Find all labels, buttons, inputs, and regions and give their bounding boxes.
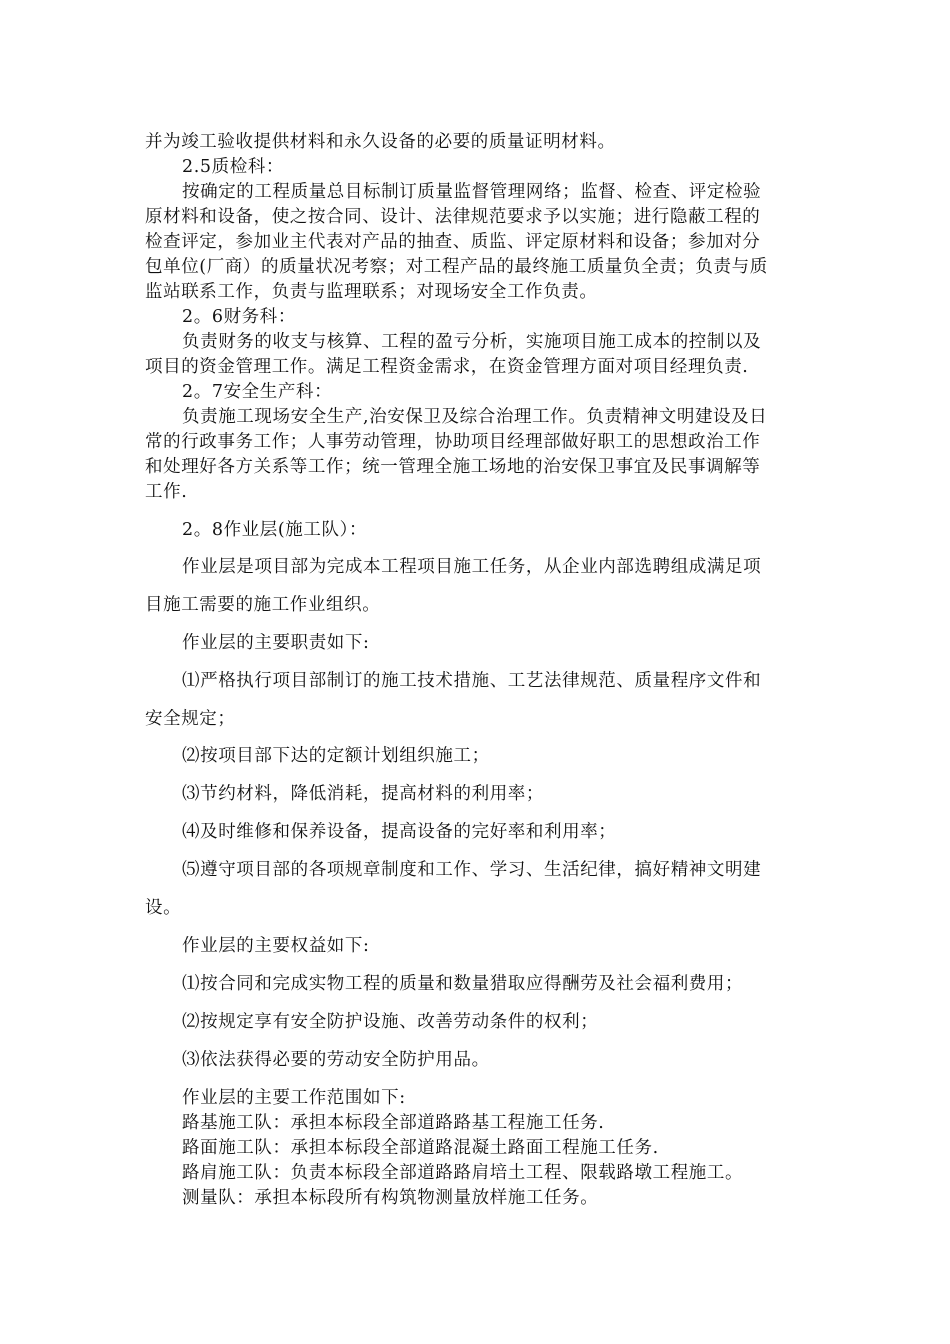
intro-line: 并为竣工验收提供材料和永久设备的必要的质量证明材料。: [145, 132, 616, 152]
paragraph-line: 常的行政事务工作；人事劳动管理，协助项目经理部做好职工的思想政治工作: [145, 432, 761, 452]
list-item: 测量队：承担本标段所有构筑物测量放样施工任务。: [182, 1188, 599, 1208]
paragraph-line: 负责财务的收支与核算、工程的盈亏分析，实施项目施工成本的控制以及: [182, 332, 762, 352]
list-item: 安全规定；: [145, 709, 236, 729]
paragraph-line: 包单位(厂商）的质量状况考察；对工程产品的最终施工质量负全责；负责与质: [145, 257, 768, 277]
paragraph-line: 原材料和设备，使之按合同、设计、法律规范要求予以实施；进行隐蔽工程的: [145, 207, 761, 227]
list-item: ⑸遵守项目部的各项规章制度和工作、学习、生活纪律，搞好精神文明建: [182, 860, 762, 880]
list-item: ⑵按规定享有安全防护设施、改善劳动条件的权利；: [182, 1012, 599, 1032]
paragraph-line: 目施工需要的施工作业组织。: [145, 595, 381, 615]
list-item: ⑵按项目部下达的定额计划组织施工；: [182, 746, 490, 766]
list-item: 设。: [145, 898, 182, 918]
list-item: ⑷及时维修和保养设备，提高设备的完好率和利用率；: [182, 822, 617, 842]
paragraph-line: 按确定的工程质量总目标制订质量监督管理网络；监督、检查、评定检验: [182, 182, 762, 202]
duties-heading: 作业层的主要职责如下:: [182, 633, 370, 653]
section-heading-2-8: 2。8作业层(施工队）：: [182, 520, 368, 540]
section-heading-2-7: 2。7安全生产科：: [182, 382, 333, 402]
section-heading-2-6: 2。6财务科：: [182, 307, 296, 327]
paragraph-line: 和处理好各方关系等工作；统一管理全施工场地的治安保卫事宜及民事调解等: [145, 457, 761, 477]
paragraph-line: 检查评定，参加业主代表对产品的抽查、质监、评定原材料和设备；参加对分: [145, 232, 761, 252]
list-item: ⑴严格执行项目部制订的施工技术措施、工艺法律规范、质量程序文件和: [182, 671, 762, 691]
paragraph-line: 负责施工现场安全生产,治安保卫及综合治理工作。负责精神文明建设及日: [182, 407, 768, 427]
list-item: 路基施工队：承担本标段全部道路路基工程施工任务.: [182, 1113, 605, 1133]
list-item: 路面施工队：承担本标段全部道路混凝土路面工程施工任务.: [182, 1138, 659, 1158]
scope-heading: 作业层的主要工作范围如下:: [182, 1088, 406, 1108]
section-heading-2-5: 2.5质检科：: [182, 157, 285, 177]
paragraph-line: 工作.: [145, 482, 188, 502]
list-item: ⑶依法获得必要的劳动安全防护用品。: [182, 1050, 490, 1070]
rights-heading: 作业层的主要权益如下:: [182, 936, 370, 956]
paragraph-line: 监站联系工作，负责与监理联系；对现场安全工作负责。: [145, 282, 598, 302]
paragraph-line: 作业层是项目部为完成本工程项目施工任务，从企业内部选聘组成满足项: [182, 557, 762, 577]
list-item: ⑶节约材料，降低消耗，提高材料的利用率；: [182, 784, 544, 804]
paragraph-line: 项目的资金管理工作。满足工程资金需求，在资金管理方面对项目经理负责.: [145, 357, 749, 377]
list-item: 路肩施工队：负责本标段全部道路路肩培土工程、限载路墩工程施工。: [182, 1163, 744, 1183]
list-item: ⑴按合同和完成实物工程的质量和数量猎取应得酬劳及社会福利费用；: [182, 974, 744, 994]
